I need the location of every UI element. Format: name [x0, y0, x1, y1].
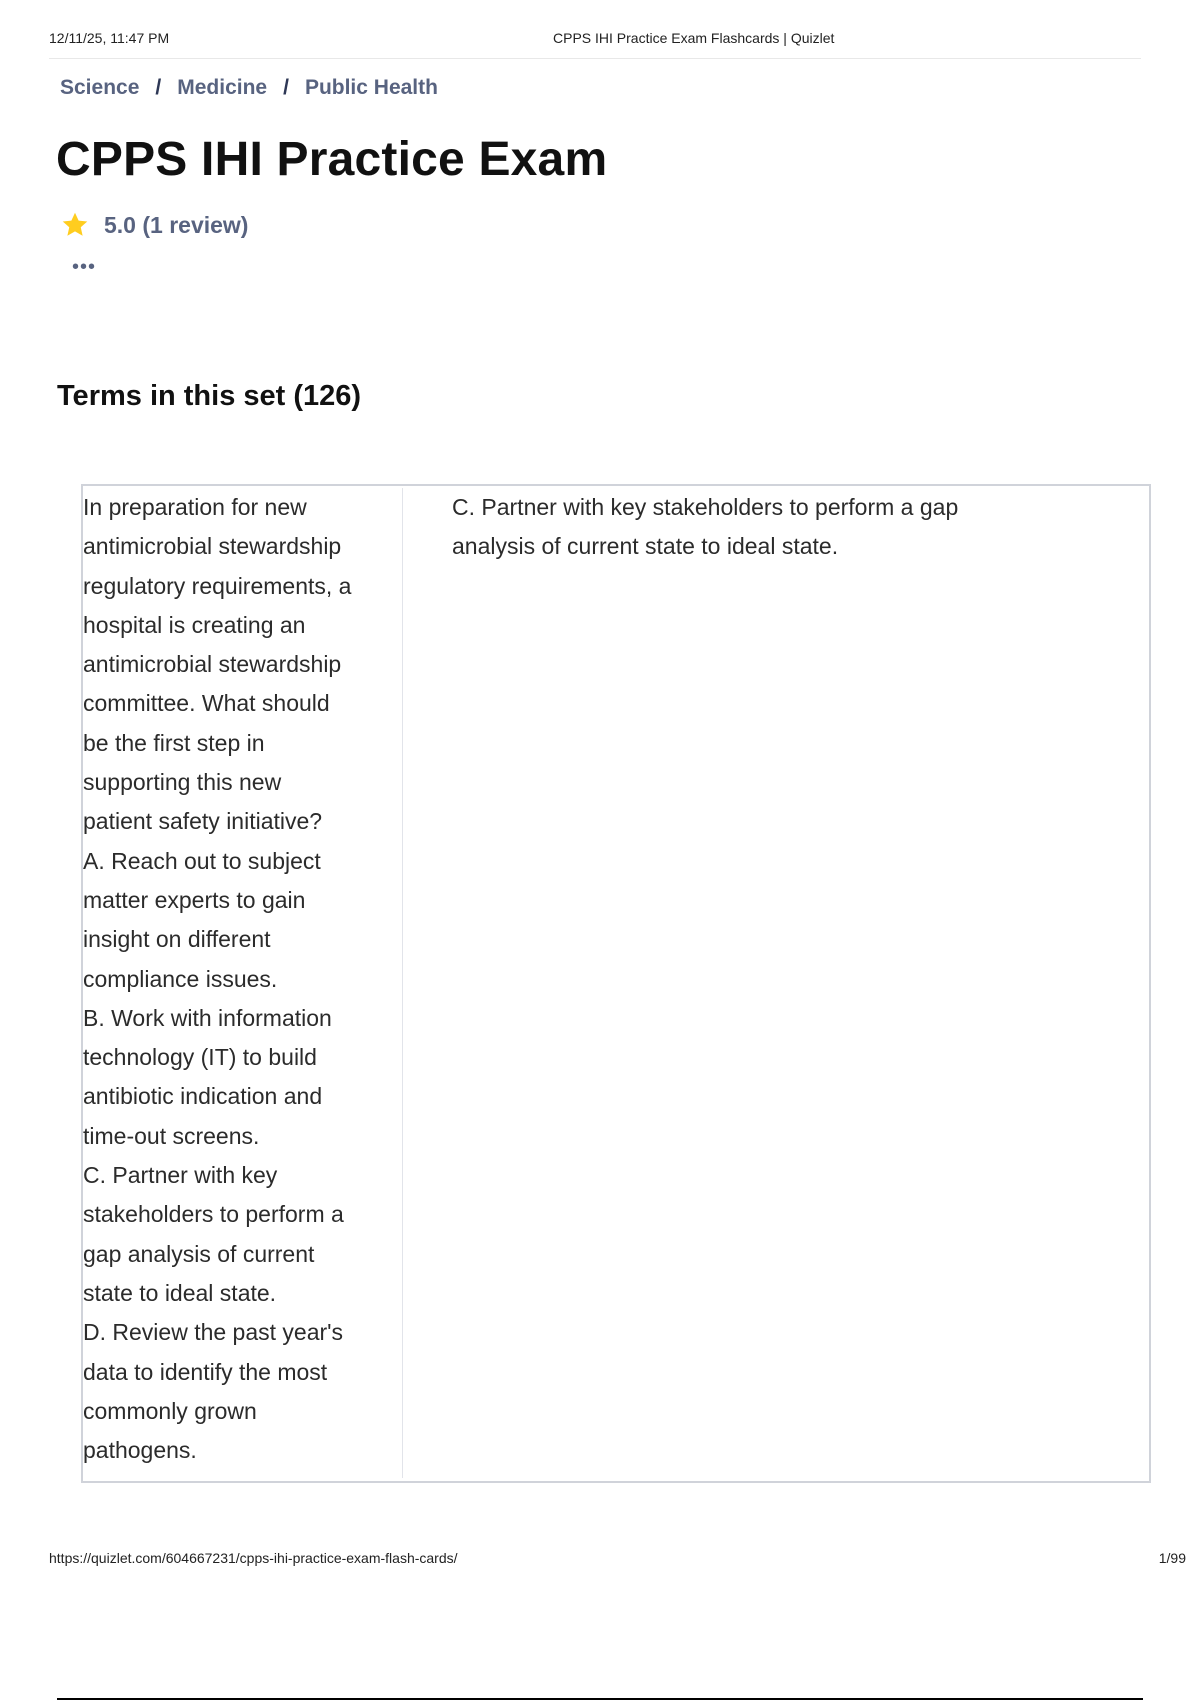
breadcrumb-medicine[interactable]: Medicine	[177, 76, 268, 99]
breadcrumb-separator: /	[283, 76, 289, 99]
breadcrumb-public-health[interactable]: Public Health	[304, 76, 438, 99]
print-header	[49, 30, 1141, 59]
star-icon	[60, 210, 90, 240]
breadcrumb	[60, 76, 438, 100]
print-url: https://quizlet.com/604667231/cpps-ihi-practice-exam-flash-cards/	[49, 1550, 458, 1566]
print-date: 12/11/25, 11:47 PM	[49, 30, 170, 46]
rating-text: 5.0 (1 review)	[104, 211, 249, 238]
print-document-title: CPPS IHI Practice Exam Flashcards | Quizlet	[553, 30, 835, 46]
more-options-icon[interactable]: •••	[72, 256, 97, 278]
terms-heading: Terms in this set (126)	[57, 380, 362, 412]
definition-text: C. Partner with key stakeholders to perform a gap analysis of current state to ideal state.	[452, 494, 959, 560]
breadcrumb-separator: /	[155, 76, 162, 99]
term-row	[83, 486, 1149, 1481]
breadcrumb-science[interactable]: Science	[60, 76, 140, 99]
term-text: In preparation for new antimicrobial stewardship regulatory requirements, a hospital is creating an antimicrobial stewardship committee. What should be the first step in supporting this new patient safety initiative? A. Reach out to subject matter experts to gain insight on different compliance issues. B. Work with information technology (IT) to build antibiotic indication and time-out screens. C. Partner with key stakeholders to perform a gap analysis of current state to ideal state. D. Review the past year's data to identify the most commonly grown pathogens.	[83, 488, 403, 1478]
rating[interactable]	[60, 210, 248, 240]
page-number: 1/99	[1158, 1550, 1186, 1566]
terms-table	[81, 484, 1151, 1483]
page-title: CPPS IHI Practice Exam	[56, 133, 608, 186]
